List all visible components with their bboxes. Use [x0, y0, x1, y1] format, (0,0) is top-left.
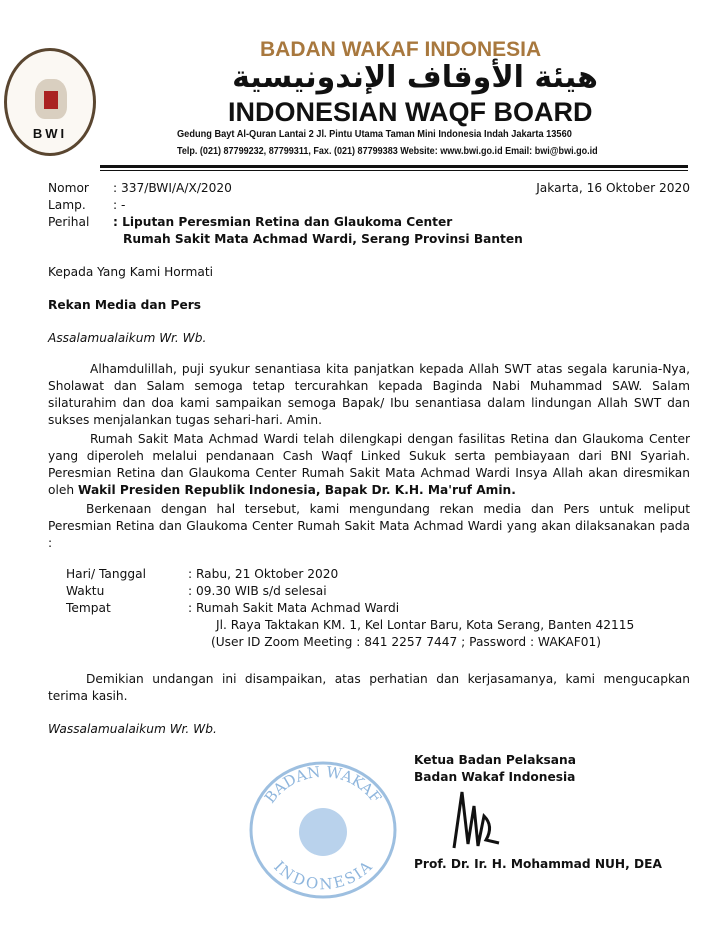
- greeting: Assalamualaikum Wr. Wb.: [48, 331, 207, 345]
- letter-date: Jakarta, 16 Oktober 2020: [536, 181, 690, 195]
- lamp-value: : -: [113, 198, 126, 212]
- closing: Wassalamualaikum Wr. Wb.: [48, 722, 217, 736]
- handwritten-signature: [444, 788, 514, 852]
- org-name-id: BADAN WAKAF INDONESIA: [260, 38, 542, 61]
- nomor-row: [48, 180, 690, 197]
- day-label: Hari/ Tanggal: [66, 567, 146, 581]
- paragraph-1: Alhamdulillah, puji syukur senantiasa kita panjatkan kepada Allah SWT atas segala karunia-Nya, Sholawat dan Salam semoga tetap tercurahkan kepada Baginda Nabi Muhammad SAW. Salam silaturahim dan doa kami sampaikan semoga Bapak/ Ibu senantiasa dalam lindungan Allah SWT dan sukses menjalankan tugas sehari-hari. Amin.: [48, 362, 690, 427]
- zoom-info: (User ID Zoom Meeting : 841 2257 7447 ; Password : WAKAF01): [211, 635, 602, 649]
- time-label: Waktu: [66, 584, 105, 598]
- paragraph-3: Berkenaan dengan hal tersebut, kami mengundang rekan media dan Pers untuk meliput Peresmian Retina dan Glaukoma Center Rumah Sakit Mata Achmad Wardi yang akan dilaksanakan pada :: [48, 502, 690, 550]
- place-value: : Rumah Sakit Mata Achmad Wardi: [188, 601, 400, 615]
- recipient: Rekan Media dan Pers: [48, 298, 201, 312]
- official-stamp: [248, 760, 398, 900]
- shield-icon: [44, 91, 58, 109]
- logo-text: BWI: [32, 126, 68, 141]
- signature-block: [48, 752, 690, 892]
- lamp-label: Lamp.: [48, 198, 86, 212]
- event-details: [48, 566, 690, 651]
- divider: [100, 170, 688, 171]
- perihal-line-2: Rumah Sakit Mata Achmad Wardi, Serang Provinsi Banten: [123, 232, 523, 246]
- nomor-label: Nomor: [48, 181, 89, 195]
- stamp-text-bottom: INDONESIA: [270, 857, 376, 894]
- letter-content: [48, 180, 690, 892]
- paragraph-2-bold: Wakil Presiden Republik Indonesia, Bapak Dr. K.H. Ma'ruf Amin.: [77, 483, 516, 497]
- letterhead-contact: Telp. (021) 87799232, 87799311, Fax. (021) 87799383 Website: www.bwi.go.id Email: bwi@bwi.go.id: [177, 145, 598, 157]
- day-row: [66, 566, 690, 583]
- time-row: [66, 583, 690, 600]
- signer-title-2: Badan Wakaf Indonesia: [414, 770, 576, 784]
- signer-name: Prof. Dr. Ir. H. Mohammad NUH, DEA: [414, 857, 662, 871]
- paragraph-2: [48, 431, 690, 499]
- nomor-value: : 337/BWI/A/X/2020: [113, 181, 232, 195]
- signer-title-1: Ketua Badan Pelaksana: [414, 753, 576, 767]
- letterhead-address: Gedung Bayt Al-Quran Lantai 2 Jl. Pintu Utama Taman Mini Indonesia Indah Jakarta 13560: [177, 128, 572, 140]
- place-address: Jl. Raya Taktakan KM. 1, Kel Lontar Baru, Kota Serang, Banten 42115: [216, 618, 635, 632]
- perihal-row: [48, 214, 690, 231]
- day-value: : Rabu, 21 Oktober 2020: [188, 567, 339, 581]
- perihal-line-1: : Liputan Peresmian Retina dan Glaukoma Center: [113, 215, 453, 229]
- org-name-ar: هيئة الأوقاف الإندونيسية: [232, 60, 598, 95]
- to-line: Kepada Yang Kami Hormati: [48, 265, 214, 279]
- garuda-emblem-icon: [299, 808, 347, 856]
- org-name-en: INDONESIAN WAQF BOARD: [228, 97, 593, 127]
- place-label: Tempat: [66, 601, 111, 615]
- lamp-row: [48, 197, 690, 214]
- stamp-text-top: BADAN WAKAF: [260, 762, 386, 807]
- paragraph-4: Demikian undangan ini disampaikan, atas perhatian dan kerjasamanya, kami mengucapkan terima kasih.: [48, 672, 690, 703]
- time-value: : 09.30 WIB s/d selesai: [188, 584, 327, 598]
- bwi-logo: [4, 48, 96, 156]
- place-row: [66, 600, 690, 617]
- divider: [100, 165, 688, 168]
- perihal-label: Perihal: [48, 215, 90, 229]
- paragraph-2-text: Rumah Sakit Mata Achmad Wardi telah dilengkapi dengan fasilitas Retina dan Glaukoma Center yang diperoleh melalui pendanaan Cash Waqf Linked Sukuk serta pembiayaan dari BNI Syariah. Peresmian Retina dan Glaukoma Center Rumah Sakit Mata Achmad Wardi Insya Allah akan diresmikan oleh: [48, 432, 690, 497]
